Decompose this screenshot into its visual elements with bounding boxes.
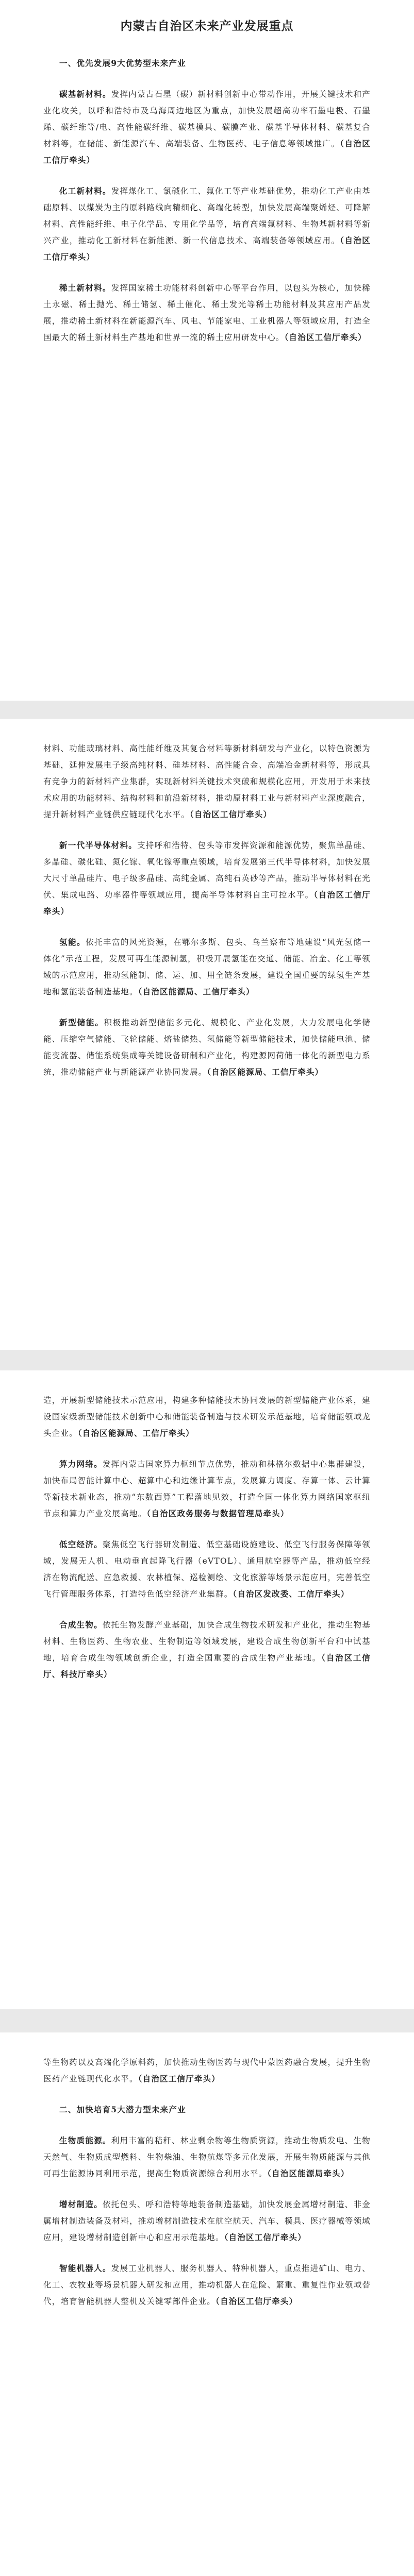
paragraph-synthetic-biology bbox=[43, 1617, 371, 1683]
item-lead: 合成生物。 bbox=[59, 1620, 103, 1630]
paragraph-text bbox=[43, 183, 371, 265]
document-title: 内蒙古自治区未来产业发展重点 bbox=[120, 19, 294, 33]
item-lead: 增材制造。 bbox=[59, 2199, 103, 2209]
owner-label: （自治区能源局、工信厅牵头） bbox=[207, 1067, 324, 1077]
owner-label: （自治区发改委、工信厅牵头） bbox=[233, 1589, 350, 1599]
item-lead: 算力网络。 bbox=[59, 1459, 103, 1469]
paragraph-text bbox=[43, 934, 371, 1000]
item-body: 材料、功能玻璃材料、高性能纤维及其复合材料等新材料研发与产业化，以特色资源为基础，延伸发展电子级高纯材料、硅基材料、高性能合金、高端冶金新材料等，形成具有竞争力的新材料产业集群，实现新材料关键技术突破和规模化应用，开发用于未来技术应用的功能材料、结构材料和前沿新材料，推动原材料工业与新材料产业深度融合，提升新材料产业链供应链现代化水平。 bbox=[43, 744, 371, 819]
paragraph-energy-storage bbox=[43, 1014, 371, 1080]
owner-label: （自治区工信厅牵头） bbox=[43, 139, 371, 165]
item-body: 依托丰富的风光资源，在鄂尔多斯、包头、乌兰察布等地建设“风光氢储一体化”示范工程，发展可再生能源制氢，积极开展氢能在交通、储能、冶金、化工等领域的示范应用，推动氢能制、储、运、加、用全链条发展，建设全国重要的绿氢生产基地和氢能装备制造基地。 bbox=[43, 938, 371, 996]
document-page-2 bbox=[0, 719, 414, 1350]
heading-text: 一、优先发展9大优势型未来产业 bbox=[59, 58, 186, 68]
item-lead: 低空经济。 bbox=[59, 1539, 103, 1549]
paragraph-computing-network bbox=[43, 1456, 371, 1522]
paragraph-continued bbox=[43, 1392, 371, 1442]
item-lead: 碳基新材料。 bbox=[59, 89, 111, 99]
paragraph-text bbox=[43, 1014, 371, 1080]
paragraph-rare-earth-materials bbox=[43, 280, 371, 346]
owner-label: （自治区工信厅牵头） bbox=[284, 332, 367, 342]
paragraph-continued bbox=[43, 2054, 371, 2087]
owner-label: （自治区政务服务与数据管理局牵头） bbox=[146, 1509, 289, 1518]
item-lead: 新型储能。 bbox=[59, 1018, 104, 1027]
paragraph-biomass-energy bbox=[43, 2132, 371, 2182]
item-lead: 新一代半导体材料。 bbox=[59, 840, 138, 850]
item-lead: 化工新材料。 bbox=[59, 186, 111, 196]
item-body: 发挥国家稀土功能材料创新中心等平台作用，以包头为核心，加快稀土永磁、稀土抛光、稀土储氢、稀土催化、稀土发光等稀土功能材料及其应用产品发展，推动稀土新材料在新能源汽车、风电、节能家电、工业机器人等领域应用，打造全国最大的稀土新材料生产基地和世界一流的稀土应用研发中心。 bbox=[43, 283, 371, 342]
item-body: 依托生物发酵产业基础，加快合成生物技术研发和产业化，推动生物基材料、生物医药、生物农业、生物制造等领域发展，建设合成生物创新平台和中试基地，培育合成生物领域创新企业，打造全国重要的合成生物产业基地。 bbox=[43, 1620, 371, 1663]
paragraph-text bbox=[43, 2260, 371, 2310]
item-body: 发挥内蒙古石墨（碳）新材料创新中心带动作用，开展关键技术和产业化攻关，以呼和浩特市及乌海周边地区为重点，加快发展超高功率石墨电极、石墨烯、碳纤维等/电、高性能碳纤维、碳基模具、碳膜产业、碳基半导体材料、碳基复合材料等，在储能、新能源汽车、高端装备、生物医药、电子信息等领域推广。 bbox=[43, 90, 371, 148]
item-lead: 智能机器人。 bbox=[59, 2263, 111, 2273]
owner-label: （自治区工信厅牵头） bbox=[216, 2296, 298, 2306]
item-body: 利用丰富的秸秆、林业剩余物等生物质资源，推动生物质发电、生物天然气、生物质成型燃料、生物柴油、生物航煤等多元化发展，开展生物质能源与其他可再生能源协同利用示范，提高生物质资源综合利用水平。 bbox=[43, 2136, 371, 2178]
paragraph-hydrogen bbox=[43, 934, 371, 1000]
item-body: 发展工业机器人、服务机器人、特种机器人，重点推进矿山、电力、化工、农牧业等场景机器人研发和应用，推动机器人在危险、繁重、重复性作业领域替代，培育智能机器人整机及关键零部件企业。 bbox=[43, 2264, 371, 2306]
paragraph-text bbox=[43, 740, 371, 823]
section-heading-1 bbox=[43, 55, 371, 72]
item-lead: 氢能。 bbox=[59, 937, 86, 947]
paragraph-carbon-materials bbox=[43, 86, 371, 168]
paragraph-continued bbox=[43, 740, 371, 823]
paragraph-text bbox=[43, 1617, 371, 1683]
paragraph-text bbox=[43, 86, 371, 168]
owner-label: （自治区工信厅牵头） bbox=[138, 2074, 220, 2083]
item-body: 等生物药以及高端化学原料药，加快推动生物医药与现代中蒙医药融合发展，提升生物医药产业链现代化水平。 bbox=[43, 2058, 371, 2083]
item-lead: 稀土新材料。 bbox=[59, 283, 111, 293]
paragraph-text bbox=[43, 2132, 371, 2182]
document-page-3 bbox=[0, 1370, 414, 2009]
document-page-4 bbox=[0, 2032, 414, 2576]
item-body: 造，开展新型储能技术示范应用，构建多种储能技术协同发展的新型储能产业体系，建设国家级新型储能技术创新中心和储能装备制造与技术研发示范基地，培育储能领域龙头企业。 bbox=[43, 1396, 371, 1438]
paragraph-chemical-materials bbox=[43, 183, 371, 265]
paragraph-additive-manufacturing bbox=[43, 2196, 371, 2246]
paragraph-low-altitude-economy bbox=[43, 1536, 371, 1602]
paragraph-text bbox=[43, 1456, 371, 1522]
item-body: 发挥内蒙古国家算力枢纽节点优势，推动和林格尔数据中心集群建设，加快布局智能计算中心、超算中心和边缘计算节点，发展算力调度、存算一体、云计算等新技术新业态，推动“东数西算”工程落地见效，打造全国一体化算力网络国家枢纽节点和算力产业发展高地。 bbox=[43, 1460, 371, 1518]
heading-text: 二、加快培育5大潜力型未来产业 bbox=[59, 2105, 186, 2114]
document-page-1 bbox=[0, 0, 414, 701]
owner-label: （自治区能源局、工信厅牵头） bbox=[77, 1428, 194, 1438]
owner-label: （自治区工信厅牵头） bbox=[43, 890, 371, 916]
paragraph-text bbox=[43, 1392, 371, 1442]
item-body: 依托包头、呼和浩特等地装备制造基础，加快发展金属增材制造、非金属增材制造装备及材料，推动增材制造技术在航空航天、汽车、模具、医疗器械等领域应用，建设增材制造创新中心和应用示范基地。 bbox=[43, 2200, 371, 2242]
paragraph-text bbox=[43, 2054, 371, 2087]
owner-label: （自治区工信厅牵头） bbox=[189, 809, 272, 819]
item-body: 积极推动新型储能多元化、规模化、产业化发展，大力发展电化学储能、压缩空气储能、飞轮储能、熔盐储热、氢储能等新型储能技术，加快储能电池、储能变流器、储能系统集成等关键设备研制和产业化，构建源网荷储一体化的新型电力系统，推动储能产业与新能源产业协同发展。 bbox=[43, 1018, 371, 1077]
paragraph-text bbox=[43, 280, 371, 346]
owner-label: （自治区工信厅牵头） bbox=[43, 235, 371, 262]
paragraph-semiconductor bbox=[43, 837, 371, 920]
item-body: 聚焦低空飞行器研发制造、低空基础设施建设、低空飞行服务保障等领域，发展无人机、电动垂直起降飞行器（eVTOL）、通用航空器等产品，推动低空经济在物流配送、应急救援、农林植保、巡检测绘、文化旅游等场景示范应用，完善低空飞行管理服务体系，打造特色低空经济产业集群。 bbox=[43, 1540, 371, 1599]
paragraph-text bbox=[43, 2196, 371, 2246]
owner-label: （自治区工信厅、科技厅牵头） bbox=[43, 1653, 371, 1679]
section-heading-2 bbox=[43, 2102, 371, 2118]
paragraph-text bbox=[43, 1536, 371, 1602]
paragraph-text bbox=[43, 837, 371, 920]
owner-label: （自治区工信厅牵头） bbox=[224, 2232, 306, 2242]
item-body: 支持呼和浩特、包头等市发挥资源和能源优势，聚焦单晶硅、多晶硅、碳化硅、氮化镓、氧化镓等重点领域，培育发展第三代半导体材料，加快发展大尺寸单晶硅片、电子级多晶硅、高纯金属、高纯石英砂等产品，推动半导体材料在光伏、集成电路、功率器件等领域应用，提高半导体材料自主可控水平。 bbox=[43, 841, 371, 900]
item-lead: 生物质能源。 bbox=[59, 2136, 111, 2145]
owner-label: （自治区能源局牵头） bbox=[267, 2168, 350, 2178]
paragraph-intelligent-robots bbox=[43, 2260, 371, 2310]
owner-label: （自治区能源局、工信厅牵头） bbox=[138, 987, 255, 996]
item-body: 发挥煤化工、氯碱化工、氟化工等产业基础优势，推动化工产业由基础原料、以煤炭为主的原料路线向精细化、高端化转型，加快发展高端聚烯烃、可降解材料、高性能纤维、电子化学品、专用化学品等，培育高端氟材料、生物基新材料等新兴产业，推动化工新材料在新能源、新一代信息技术、高端装备等领域应用。 bbox=[43, 187, 371, 245]
